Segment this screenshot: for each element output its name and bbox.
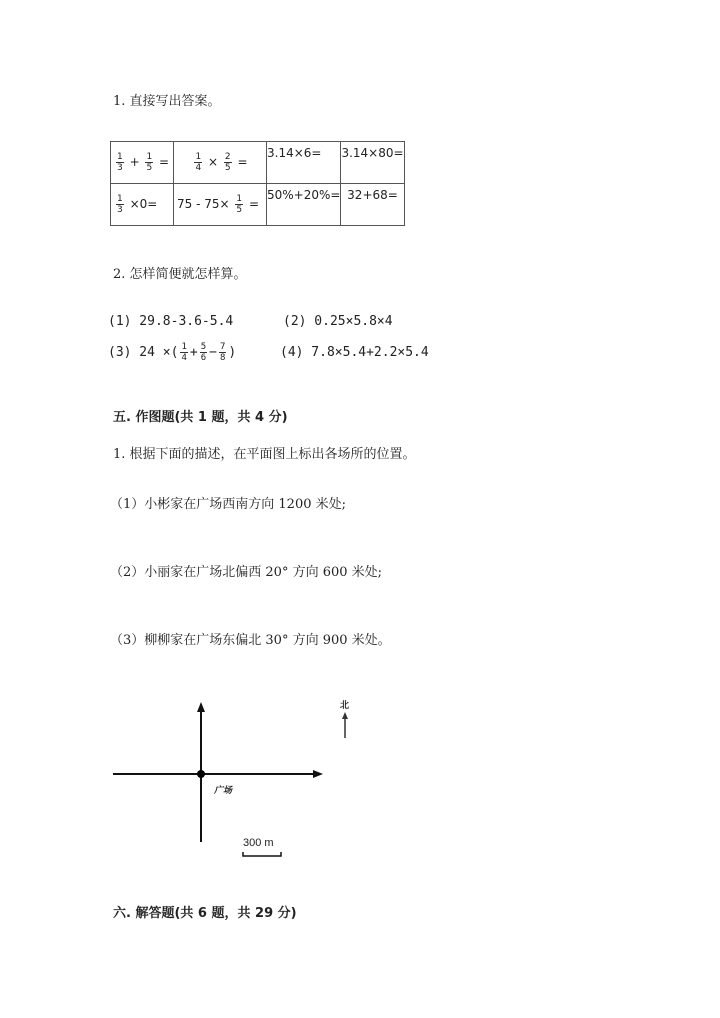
item-1: （1）小彬家在广场西南方向 1200 米处; <box>110 497 346 512</box>
cell: 32+68= <box>341 184 404 226</box>
plaza-point <box>197 770 205 778</box>
scale-bar <box>243 852 281 856</box>
expression-3: (3) 24 ×( $\frac{1}{4}$ + $\frac{5}{6}$ − $\frac{7}{8}$ ) <box>108 342 237 363</box>
cell: $\frac{1}{3}$ ×0= <box>111 184 174 226</box>
question-2-title: 2. 怎样简便就怎样算。 <box>113 267 247 282</box>
cell: $\frac{1}{4}$ × $\frac{2}{5}$ = <box>174 142 267 184</box>
section-6-heading: 六. 解答题(共 6 题，共 29 分) <box>113 906 297 921</box>
cell: 50%+20%= <box>267 184 341 226</box>
scale-label: 300 m <box>243 837 274 849</box>
north-arrowhead <box>197 702 205 712</box>
cell: $\frac{1}{3}$ + $\frac{1}{5}$ = <box>111 142 174 184</box>
north-label: 北 <box>340 701 350 711</box>
item-3: （3）柳柳家在广场东偏北 30° 方向 900 米处。 <box>110 633 391 648</box>
expression-1: (1) 29.8-3.6-5.4 <box>108 314 234 329</box>
cell: 3.14×80= <box>341 142 404 184</box>
east-arrowhead <box>313 770 323 778</box>
cell: 75 - 75× $\frac{1}{5}$ = <box>174 184 267 226</box>
question-1-title: 1. 直接写出答案。 <box>113 94 221 109</box>
section-5-heading: 五. 作图题(共 1 题，共 4 分) <box>113 410 288 425</box>
cell: 3.14×6= <box>267 142 341 184</box>
section-5-question-1: 1. 根据下面的描述，在平面图上标出各场所的位置。 <box>113 447 416 462</box>
plaza-label: 广场 <box>214 786 233 796</box>
north-indicator-arrowhead <box>342 712 348 719</box>
item-2: （2）小丽家在广场北偏西 20° 方向 600 米处; <box>110 565 383 580</box>
expression-2: (2) 0.25×5.8×4 <box>283 314 393 329</box>
expression-4: (4) 7.8×5.4+2.2×5.4 <box>280 345 429 360</box>
